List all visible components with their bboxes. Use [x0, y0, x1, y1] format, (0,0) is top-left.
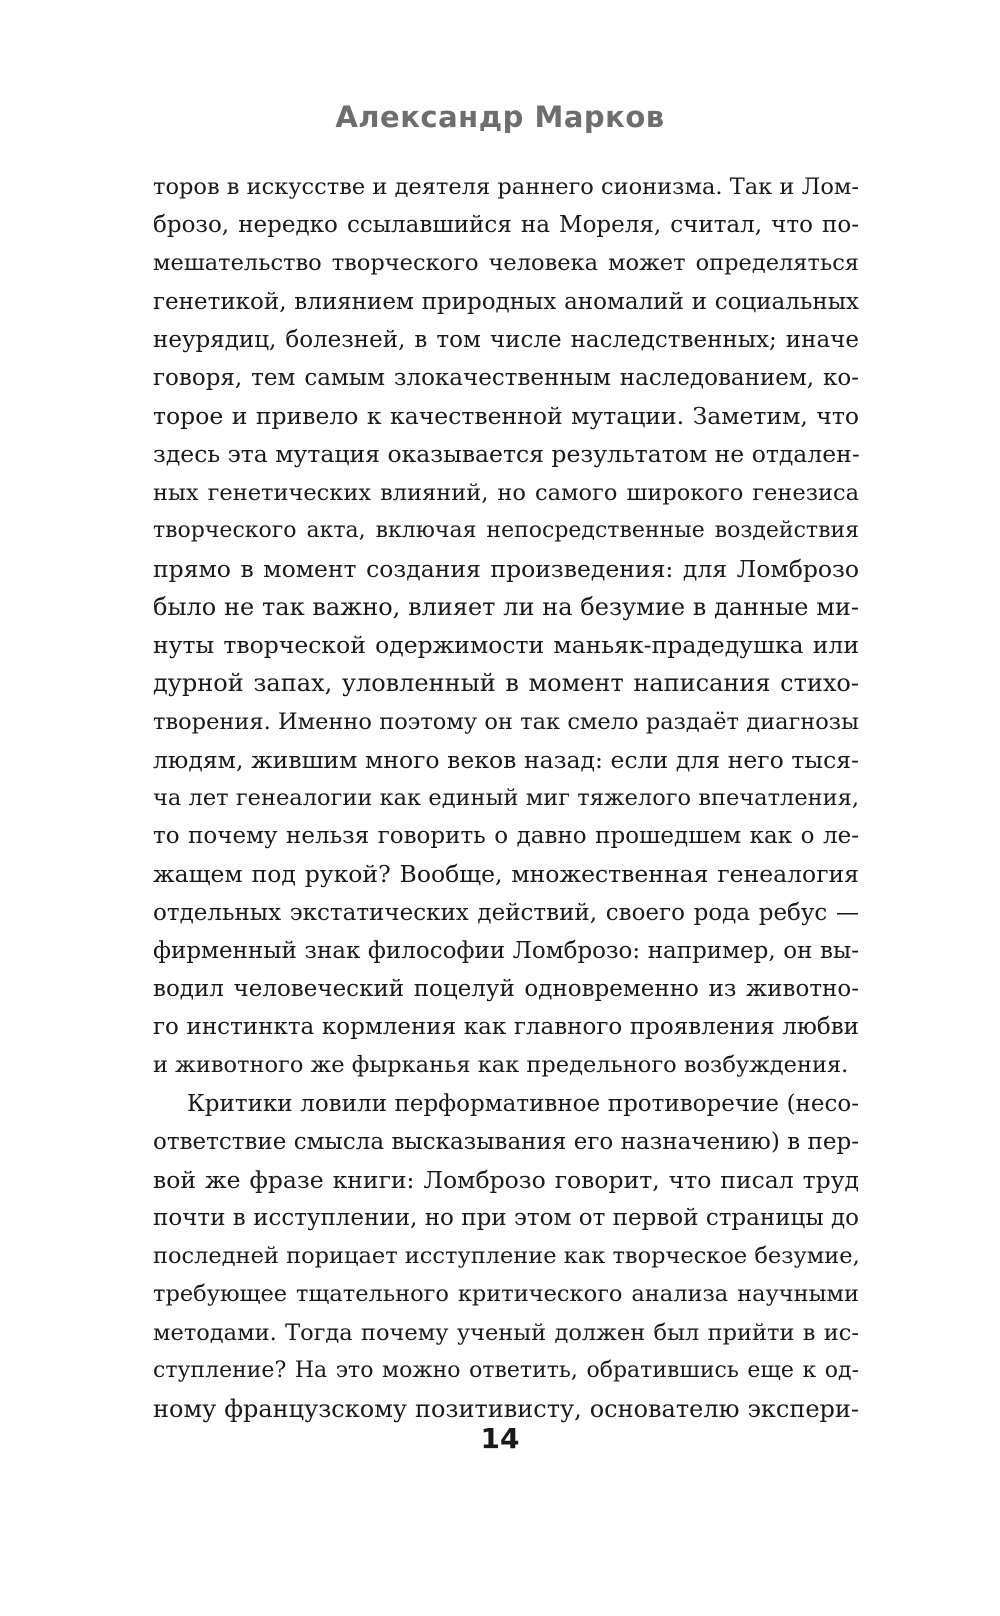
text-line: творческого акта, включая непосредственные воздействия	[153, 517, 859, 543]
text-line: жащем под рукой? Вообще, множественная генеалогия	[153, 860, 859, 889]
text-line: то почему нельзя говорить о давно прошедшем как о ле-	[153, 823, 859, 850]
text-line-paragraph-end: и животного же фырканья как предельного возбуждения.	[153, 1052, 849, 1079]
body-text	[153, 168, 859, 1428]
text-line: почти в исступлении, но при этом от первой страницы до	[153, 1205, 859, 1232]
page-number: 14	[480, 1422, 520, 1455]
text-line: ступление? На это можно ответить, обратившись еще к од-	[153, 1357, 859, 1383]
text-line: го инстинкта кормления как главного проявления любви	[153, 1014, 859, 1041]
text-line: здесь эта мутация оказывается результатом не отдален-	[153, 440, 860, 469]
text-line: водил человеческий поцелуй одновременно из животно-	[153, 975, 859, 1002]
running-header-author: Александр Марков	[335, 100, 665, 134]
text-line: вой же фразе книги: Ломброзо говорит, что писал труд	[153, 1165, 859, 1194]
text-line: генетикой, влиянием природных аномалий и социальных	[153, 288, 859, 315]
text-line: торое и привело к качественной мутации. Заметим, что	[153, 402, 859, 431]
text-line: нуты творческой одержимости маньяк-прадедушка или	[153, 631, 859, 660]
text-line: мешательство творческого человека может определяться	[153, 250, 859, 277]
text-line: ча лет генеалогии как единый миг тяжелого впечатления,	[153, 785, 859, 811]
text-line: дурной запах, уловленный в момент написания стихо-	[153, 669, 859, 698]
text-line: ответствие смысла высказывания его назначению) в пер-	[153, 1128, 859, 1155]
text-line: последней порицает исступление как творческое безумие,	[153, 1243, 860, 1270]
text-line: прямо в момент создания произведения: для Ломброзо	[153, 554, 859, 583]
text-line: творения. Именно поэтому он так смело раздаёт диагнозы	[153, 708, 859, 735]
text-line: требующее тщательного критического анализа научными	[153, 1281, 859, 1308]
text-line: торов в искусстве и деятеля раннего сионизма. Так и Лом-	[153, 174, 859, 200]
text-line-paragraph-start: Критики ловили перформативное противоречие (несо-	[187, 1090, 859, 1117]
text-line: неурядиц, болезней, в том числе наследственных; иначе	[153, 326, 859, 353]
text-line: методами. Тогда почему ученый должен был прийти в ис-	[153, 1319, 859, 1346]
text-line: брозо, нередко ссылавшийся на Мореля, считал, что по-	[153, 212, 859, 239]
text-line: фирменный знак философии Ломброзо: например, он вы-	[153, 937, 859, 964]
text-line: людям, жившим много веков назад: если для него тыся-	[153, 745, 859, 774]
text-line: говоря, тем самым злокачественным наследованием, ко-	[153, 364, 859, 391]
text-line: ному французскому позитивисту, основателю экспери-	[153, 1395, 859, 1423]
text-line: отдельных экстатических действий, своего рода ребус —	[153, 899, 859, 926]
text-line: было не так важно, влияет ли на безумие в данные ми-	[153, 593, 859, 622]
text-line: ных генетических влияний, но самого широкого генезиса	[153, 479, 859, 506]
